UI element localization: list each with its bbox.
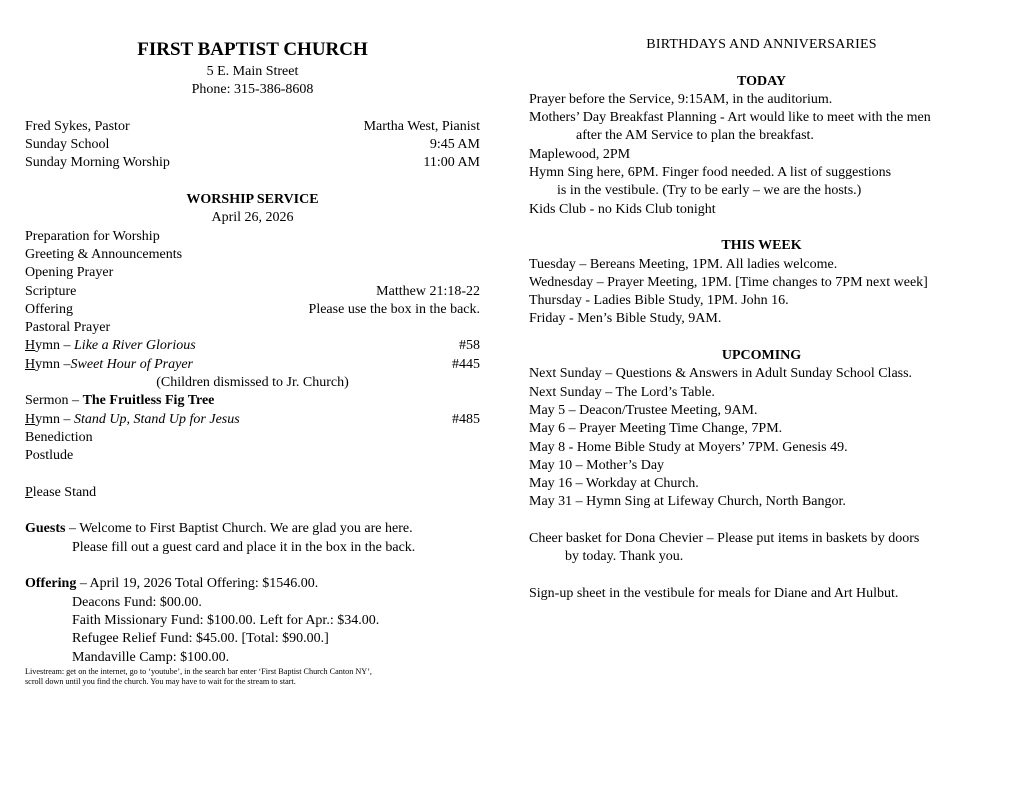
staff-left: Fred Sykes, Pastor: [25, 118, 130, 134]
hymn-title: Stand Up, Stand Up for Jesus: [74, 411, 240, 427]
fund-line: Refugee Relief Fund: $45.00. [Total: $90.00.]: [72, 631, 329, 647]
spacer: [529, 567, 994, 585]
guests-text: – Welcome to First Baptist Church. We are glad you are here.: [65, 521, 413, 537]
hymn-initial: H: [25, 411, 36, 427]
guests-label: Guests: [25, 521, 66, 537]
fund-line: Deacons Fund: $00.00.: [72, 594, 202, 610]
hymn-label-rest: ymn –: [35, 356, 71, 372]
offering-summary-label: Offering: [25, 576, 77, 592]
order-item: Greeting & Announcements: [25, 246, 183, 262]
please-stand-rest: lease Stand: [32, 484, 97, 500]
livestream-note: scroll down until you find the church. You may have to wait for the stream to start.: [25, 677, 296, 687]
guests-line: Please fill out a guest card and place it in the box in the back.: [72, 539, 416, 555]
week-item: Tuesday – Bereans Meeting, 1PM. All ladies welcome.: [529, 256, 838, 272]
left-column: [25, 36, 480, 688]
spacer: [25, 100, 480, 118]
sermon-title: The Fruitless Fig Tree: [82, 393, 215, 409]
upcoming-item: May 10 – Mother’s Day: [529, 457, 665, 473]
spacer: [25, 557, 480, 575]
order-item: Benediction: [25, 429, 93, 445]
children-note: (Children dismissed to Jr. Church): [156, 375, 349, 391]
signup-note: Sign-up sheet in the vestibule for meals for Diane and Art Hulbut.: [529, 585, 899, 601]
hymn-label-rest: ymn –: [35, 338, 75, 354]
upcoming-item: May 8 - Home Bible Study at Moyers’ 7PM. Genesis 49.: [529, 439, 848, 455]
order-item: Postlude: [25, 448, 74, 464]
today-item: Hymn Sing here, 6PM. Finger food needed. A list of suggestions: [529, 165, 892, 181]
hymn-row: [25, 337, 480, 355]
upcoming-item: May 6 – Prayer Meeting Time Change, 7PM.: [529, 421, 783, 437]
fund-line: Faith Missionary Fund: $100.00. Left for Apr.: $34.00.: [72, 612, 380, 628]
staff-right: 9:45 AM: [429, 137, 480, 153]
hymn-label: [25, 337, 196, 355]
please-stand-note: [25, 484, 480, 502]
week-item: Wednesday – Prayer Meeting, 1PM. [Time changes to 7PM next week]: [529, 274, 928, 290]
right-column: [529, 36, 994, 603]
spacer: [529, 512, 994, 530]
hymn-row: [25, 356, 480, 374]
please-stand-initial: P: [25, 484, 33, 500]
spacer: [25, 502, 480, 520]
hymn-initial: H: [25, 338, 36, 354]
scripture-label: Scripture: [25, 283, 77, 299]
today-item: Mothers’ Day Breakfast Planning - Art would like to meet with the men: [529, 110, 931, 126]
hymn-label-rest: ymn –: [35, 411, 75, 427]
offering-summary: [25, 575, 480, 593]
hymn-label: [25, 411, 240, 429]
this-week-title: THIS WEEK: [721, 238, 802, 254]
upcoming-item: Next Sunday – The Lord’s Table.: [529, 384, 715, 400]
upcoming-title: UPCOMING: [721, 348, 802, 364]
scripture-reference: Matthew 21:18-22: [376, 283, 480, 299]
church-phone: Phone: 315-386-8608: [191, 82, 314, 98]
guests-line: [25, 520, 480, 538]
hymn-number: #58: [459, 338, 480, 354]
upcoming-item: May 5 – Deacon/Trustee Meeting, 9AM.: [529, 402, 758, 418]
hymn-row: [25, 411, 480, 429]
fund-line: Mandaville Camp: $100.00.: [72, 649, 230, 665]
cheer-basket-note: by today. Thank you.: [565, 549, 684, 565]
today-item: after the AM Service to plan the breakfast.: [576, 128, 814, 144]
spacer: [529, 329, 994, 347]
week-item: Friday - Men’s Bible Study, 9AM.: [529, 311, 722, 327]
hymn-label: [25, 356, 193, 374]
scripture-row: [25, 283, 480, 301]
upcoming-item: May 31 – Hymn Sing at Lifeway Church, North Bangor.: [529, 494, 846, 510]
spacer: [529, 219, 994, 237]
upcoming-item: May 16 – Workday at Church.: [529, 476, 699, 492]
hymn-number: #485: [452, 411, 480, 427]
hymn-initial: H: [25, 356, 36, 372]
birthdays-anniversaries-header: BIRTHDAYS AND ANNIVERSARIES: [646, 37, 877, 52]
hymn-title: Like a River Glorious: [74, 338, 196, 354]
church-address: 5 E. Main Street: [206, 64, 299, 79]
today-item: is in the vestibule. (Try to be early – we are the hosts.): [557, 183, 862, 199]
worship-service-title: WORSHIP SERVICE: [186, 192, 319, 208]
spacer: [25, 173, 480, 191]
offering-label: Offering: [25, 301, 73, 317]
staff-right: Martha West, Pianist: [363, 118, 480, 134]
today-title: TODAY: [736, 73, 787, 89]
worship-date: April 26, 2026: [211, 210, 294, 226]
offering-summary-text: – April 19, 2026 Total Offering: $1546.00.: [76, 576, 319, 592]
staff-row: [25, 118, 480, 136]
offering-row: [25, 301, 480, 319]
order-item: Pastoral Prayer: [25, 320, 111, 336]
week-item: Thursday - Ladies Bible Study, 1PM. John 16.: [529, 293, 789, 309]
staff-left: Sunday Morning Worship: [25, 155, 170, 171]
today-item: Kids Club - no Kids Club tonight: [529, 201, 716, 217]
upcoming-item: Next Sunday – Questions & Answers in Adult Sunday School Class.: [529, 366, 913, 382]
spacer: [25, 466, 480, 484]
order-item: Opening Prayer: [25, 265, 114, 281]
order-item: Preparation for Worship: [25, 228, 160, 244]
sermon-label: Sermon –: [25, 393, 83, 409]
today-item: Prayer before the Service, 9:15AM, in the auditorium.: [529, 91, 833, 107]
today-item: Maplewood, 2PM: [529, 146, 631, 162]
sermon-row: [25, 392, 480, 410]
livestream-note: Livestream: get on the internet, go to ‘youtube’, in the search bar enter ‘First Baptist Church Canton NY’,: [25, 666, 372, 676]
hymn-title: Sweet Hour of Prayer: [70, 356, 193, 372]
spacer: [529, 54, 994, 72]
hymn-number: #445: [452, 356, 480, 372]
cheer-basket-note: Cheer basket for Dona Chevier – Please put items in baskets by doors: [529, 531, 920, 547]
staff-right: 11:00 AM: [423, 155, 480, 171]
staff-left: Sunday School: [25, 137, 110, 153]
church-name: FIRST BAPTIST CHURCH: [137, 39, 368, 60]
staff-row: [25, 136, 480, 154]
offering-note: Please use the box in the back.: [308, 301, 480, 317]
staff-row: [25, 154, 480, 172]
